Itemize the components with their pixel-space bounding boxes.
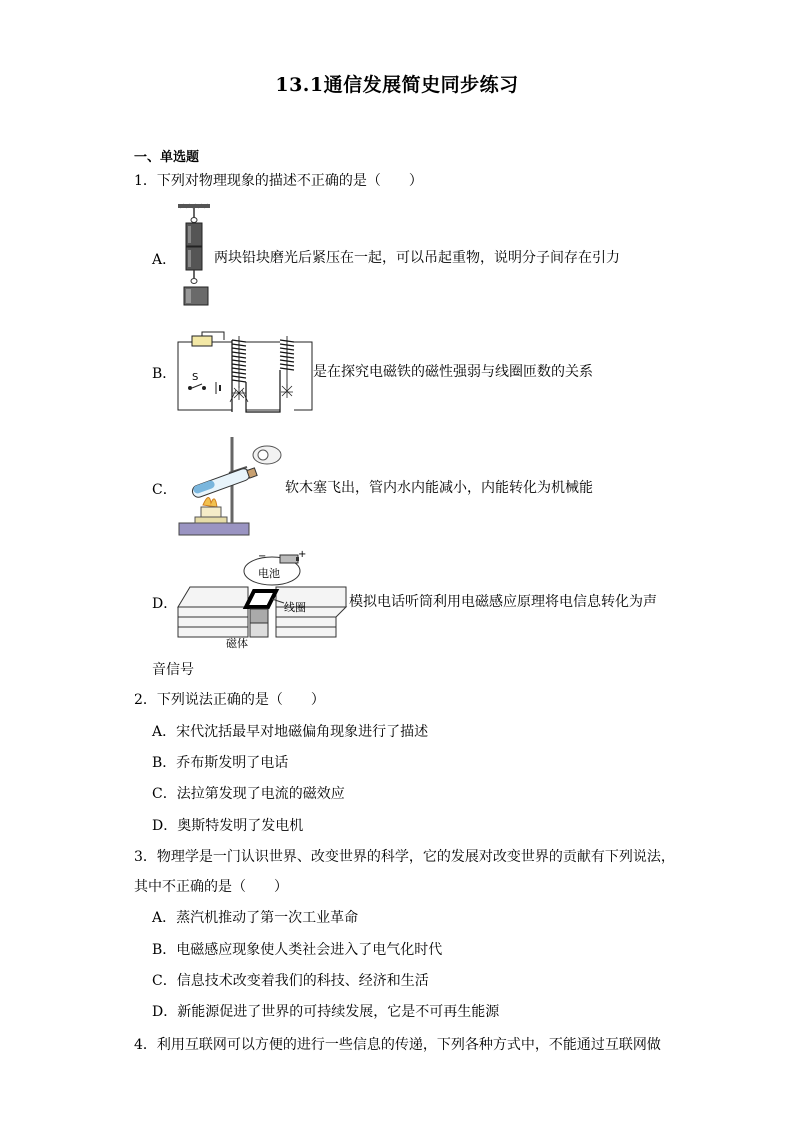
option-text: 两块铅块磨光后紧压在一起，可以吊起重物，说明分子间存在引力	[214, 250, 620, 266]
option-label: B．	[152, 942, 177, 958]
option-text: 乔布斯发明了电话	[176, 755, 289, 771]
lead-blocks-figure	[176, 202, 216, 308]
question-stem: 下列对物理现象的描述不正确的是（ ）	[156, 173, 423, 189]
option-text: 法拉第发现了电流的磁效应	[176, 786, 345, 802]
option-label: C．	[152, 482, 177, 498]
option-2d	[152, 816, 303, 836]
question-3-continued: 其中不正确的是（ ）	[134, 879, 288, 895]
battery-label: 电池	[258, 567, 280, 580]
option-3d	[152, 1002, 499, 1022]
page-title: 13.1通信发展简史同步练习	[275, 74, 519, 96]
question-stem: 利用互联网可以方便的进行一些信息的传递，下列各种方式中，不能通过互联网做	[156, 1037, 661, 1053]
option-label: D．	[152, 1004, 178, 1020]
magnet-label: 磁体	[226, 637, 248, 650]
option-3c	[152, 971, 429, 991]
option-2b	[152, 753, 288, 773]
option-text: 新能源促进了世界的可持续发展，它是不可再生能源	[177, 1004, 500, 1020]
option-text: 模拟电话听筒利用电磁感应原理将电信息转化为声	[349, 594, 657, 610]
option-text: 蒸汽机推动了第一次工业革命	[176, 910, 359, 926]
coil-label: 线圈	[284, 601, 306, 614]
option-3a	[152, 908, 358, 928]
question-3	[134, 847, 675, 867]
test-tube-cork-figure	[175, 433, 287, 538]
option-text: 电磁感应现象使人类社会进入了电气化时代	[176, 942, 443, 958]
option-label: A．	[152, 910, 177, 926]
option-text: 是在探究电磁铁的磁性强弱与线圈匝数的关系	[313, 364, 593, 380]
telephone-receiver-figure	[176, 547, 348, 651]
option-text: 软木塞飞出，管内水内能减小，内能转化为机械能	[285, 480, 593, 496]
option-2a	[152, 722, 428, 742]
option-text: 信息技术改变着我们的科技、经济和生活	[176, 973, 429, 989]
battery-plus-label: +	[298, 549, 307, 560]
option-label: B．	[152, 366, 177, 382]
option-label: B．	[152, 755, 177, 771]
battery-minus-label: −	[258, 551, 267, 562]
option-3b	[152, 940, 442, 960]
question-number: 1．	[134, 173, 157, 189]
question-number: 4．	[134, 1037, 157, 1053]
question-number: 2．	[134, 692, 157, 708]
question-1	[134, 171, 423, 191]
option-label: A．	[152, 724, 177, 740]
switch-label: S	[192, 372, 199, 383]
question-2	[134, 690, 325, 710]
option-text: 奥斯特发明了发电机	[177, 818, 304, 834]
option-text-continued: 音信号	[152, 662, 194, 678]
option-text: 宋代沈括最早对地磁偏角现象进行了描述	[176, 724, 429, 740]
option-2c	[152, 784, 345, 804]
question-4	[134, 1035, 661, 1055]
question-number: 3．	[134, 849, 157, 865]
option-label: D．	[152, 818, 178, 834]
question-stem: 下列说法正确的是（ ）	[156, 692, 325, 708]
option-label: A．	[152, 252, 177, 268]
electromagnet-circuit-figure	[174, 328, 316, 414]
option-label: D．	[152, 596, 178, 612]
section-title: 一、单选题	[134, 150, 200, 165]
option-label: C．	[152, 973, 177, 989]
option-label: C．	[152, 786, 177, 802]
question-stem: 物理学是一门认识世界、改变世界的科学，它的发展对改变世界的贡献有下列说法，	[156, 849, 675, 865]
